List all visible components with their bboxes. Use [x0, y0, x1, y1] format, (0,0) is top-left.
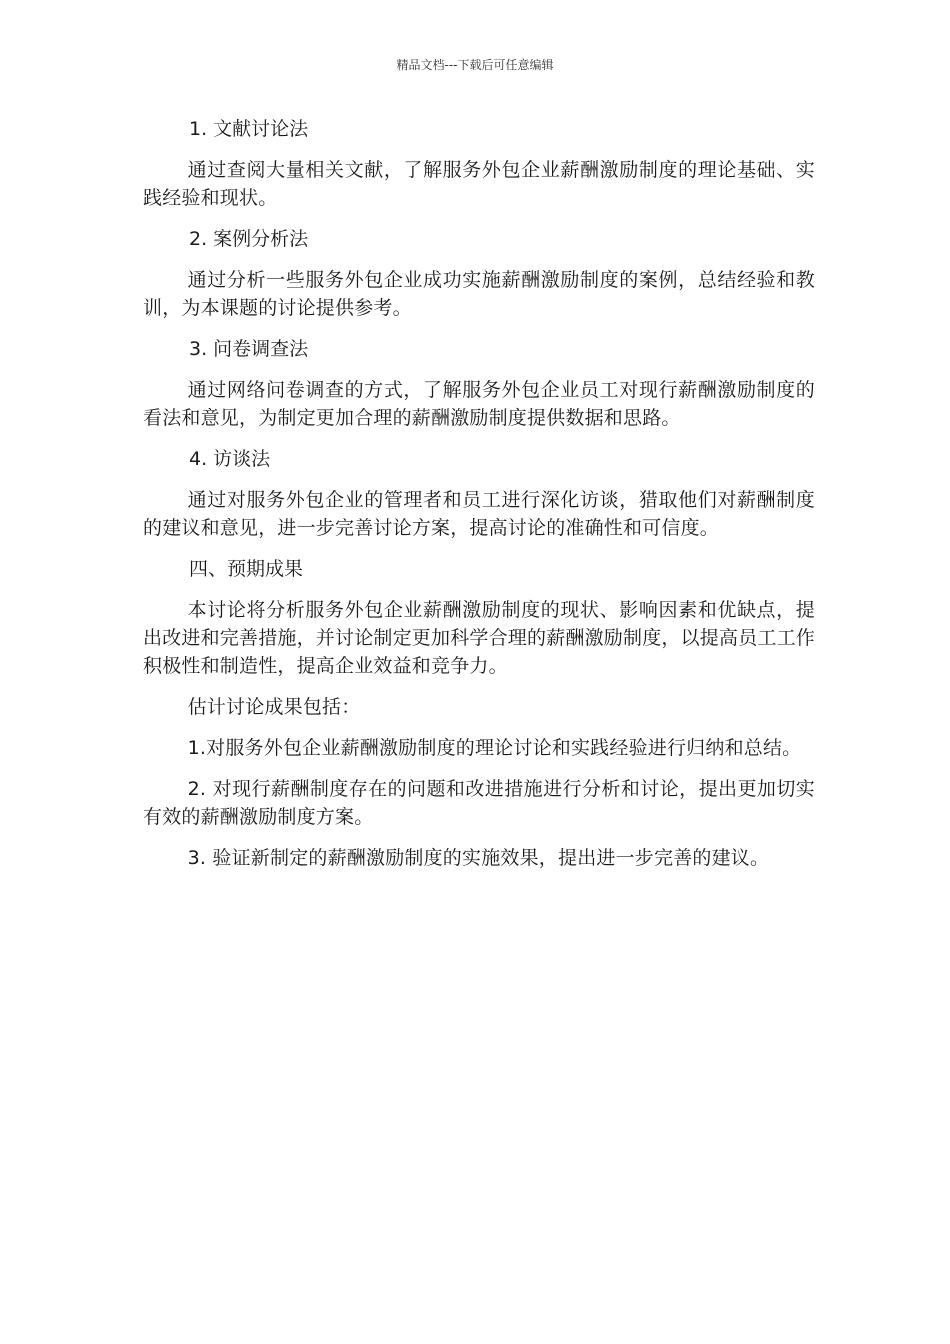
paragraph-case-analysis: 通过分析一些服务外包企业成功实施薪酬激励制度的案例，总结经验和教训，为本课题的讨论提供参考。 [143, 269, 815, 319]
result-item-1: 1.对服务外包企业薪酬激励制度的理论讨论和实践经验进行归纳和总结。 [187, 737, 802, 759]
paragraph-expected-results: 本讨论将分析服务外包企业薪酬激励制度的现状、影响因素和优缺点，提出改进和完善措施，并讨论制定更加科学合理的薪酬激励制度，以提高员工工作积极性和制造性，提高企业效益和竞争力。 [143, 599, 816, 677]
section-heading-expected-results: 四、预期成果 [189, 558, 304, 580]
result-item-3: 3. 验证新制定的薪酬激励制度的实施效果，提出进一步完善的建议。 [187, 847, 770, 869]
paragraph-questionnaire: 通过网络问卷调查的方式，了解服务外包企业员工对现行薪酬激励制度的看法和意见，为制定更加合理的薪酬激励制度提供数据和思路。 [143, 379, 815, 429]
method-heading-interview: 4. 访谈法 [189, 448, 271, 470]
paragraph-results-intro: 估计讨论成果包括： [187, 696, 361, 718]
paragraph-interview: 通过对服务外包企业的管理者和员工进行深化访谈，猎取他们对薪酬制度的建议和意见，进一步完善讨论方案，提高讨论的准确性和可信度。 [143, 489, 815, 539]
document-body [143, 115, 815, 885]
result-item-2: 2. 对现行薪酬制度存在的问题和改进措施进行分析和讨论，提出更加切实有效的薪酬激励制度方案。 [143, 778, 815, 828]
method-heading-case-analysis: 2. 案例分析法 [189, 228, 309, 250]
method-heading-literature: 1. 文献讨论法 [189, 118, 309, 140]
method-heading-questionnaire: 3. 问卷调查法 [189, 338, 309, 360]
page-header: 精品文档---下载后可任意编辑 [396, 58, 554, 72]
paragraph-literature: 通过查阅大量相关文献，了解服务外包企业薪酬激励制度的理论基础、实践经验和现状。 [143, 159, 815, 209]
